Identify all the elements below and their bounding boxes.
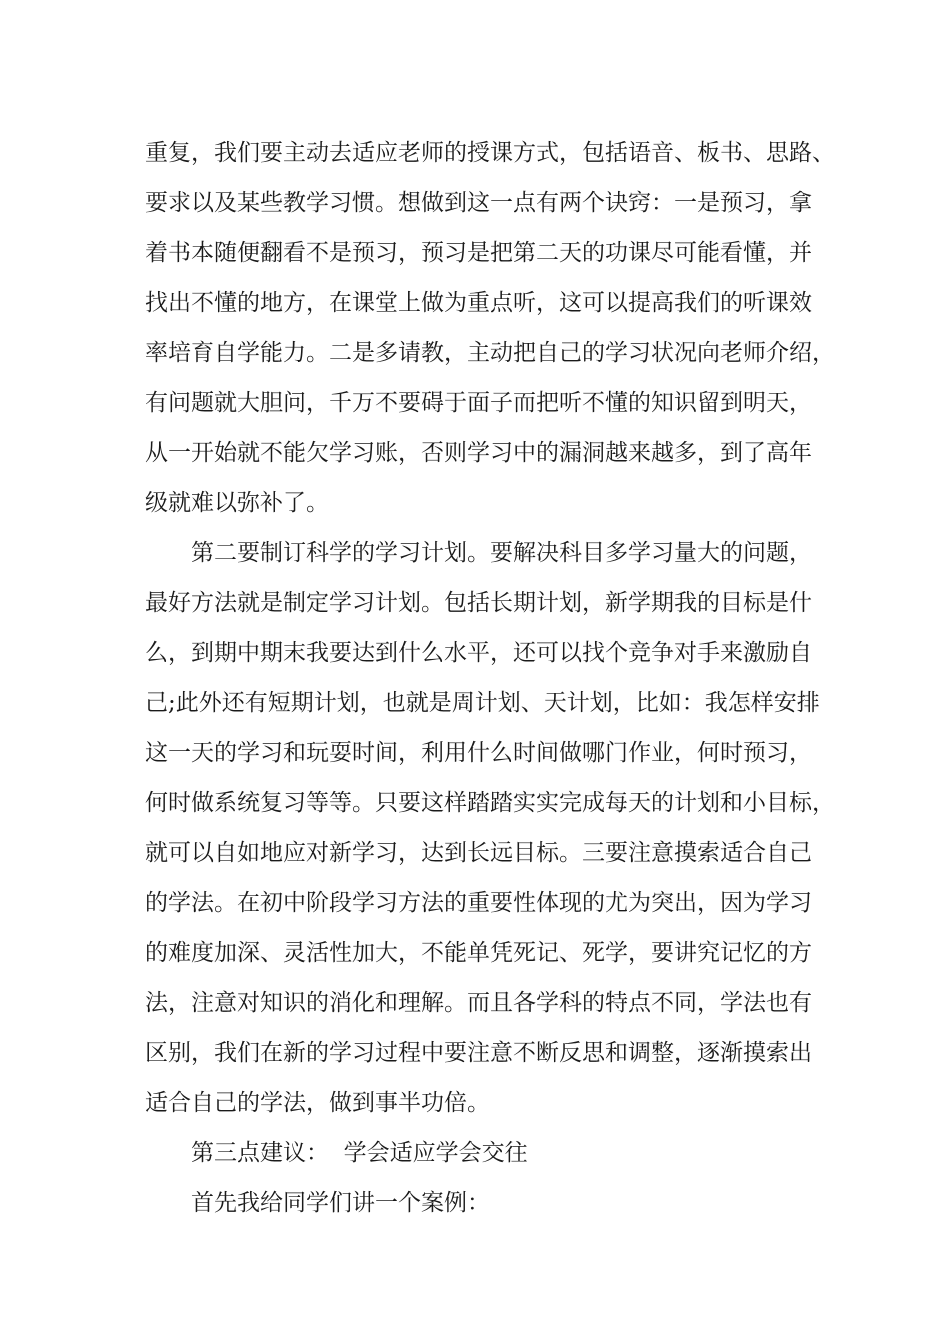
text-line: 己;此外还有短期计划，也就是周计划、天计划，比如：我怎样安排 bbox=[145, 690, 820, 716]
text-line: 有问题就大胆问，千万不要碍于面子而把听不懂的知识留到明天， bbox=[145, 390, 812, 416]
section-heading: 第三点建议： 学会适应学会交往 bbox=[191, 1140, 528, 1166]
text-line: 率培育自学能力。二是多请教，主动把自己的学习状况向老师介绍， bbox=[145, 340, 835, 366]
text-line: 找出不懂的地方，在课堂上做为重点听，这可以提高我们的听课效 bbox=[145, 290, 812, 316]
text-line: 的难度加深、灵活性加大，不能单凭死记、死学，要讲究记忆的方 bbox=[145, 940, 812, 966]
paragraph-start-line: 第二要制订科学的学习计划。要解决科目多学习量大的问题， bbox=[191, 540, 812, 566]
text-line: 就可以自如地应对新学习，达到长远目标。三要注意摸索适合自己 bbox=[145, 840, 812, 866]
text-line: 区别，我们在新的学习过程中要注意不断反思和调整，逐渐摸索出 bbox=[145, 1040, 812, 1066]
text-line: 从一开始就不能欠学习账，否则学习中的漏洞越来越多，到了高年 bbox=[145, 440, 812, 466]
text-line: 着书本随便翻看不是预习，预习是把第二天的功课尽可能看懂，并 bbox=[145, 240, 812, 266]
text-line: 法，注意对知识的消化和理解。而且各学科的特点不同，学法也有 bbox=[145, 990, 812, 1016]
paragraph-start-line: 首先我给同学们讲一个案例： bbox=[191, 1190, 490, 1216]
body-text bbox=[145, 128, 845, 1228]
text-line: 级就难以弥补了。 bbox=[145, 490, 329, 516]
text-line: 最好方法就是制定学习计划。包括长期计划，新学期我的目标是什 bbox=[145, 590, 812, 616]
text-line: 么，到期中期末我要达到什么水平，还可以找个竞争对手来激励自 bbox=[145, 640, 812, 666]
text-line: 的学法。在初中阶段学习方法的重要性体现的尤为突出，因为学习 bbox=[145, 890, 812, 916]
text-line: 这一天的学习和玩耍时间，利用什么时间做哪门作业，何时预习， bbox=[145, 740, 812, 766]
text-line: 何时做系统复习等等。只要这样踏踏实实完成每天的计划和小目标， bbox=[145, 790, 835, 816]
text-line: 重复，我们要主动去适应老师的授课方式，包括语音、板书、思路、 bbox=[145, 140, 835, 166]
text-line: 要求以及某些教学习惯。想做到这一点有两个诀窍：一是预习，拿 bbox=[145, 190, 812, 216]
text-line: 适合自己的学法，做到事半功倍。 bbox=[145, 1090, 490, 1116]
